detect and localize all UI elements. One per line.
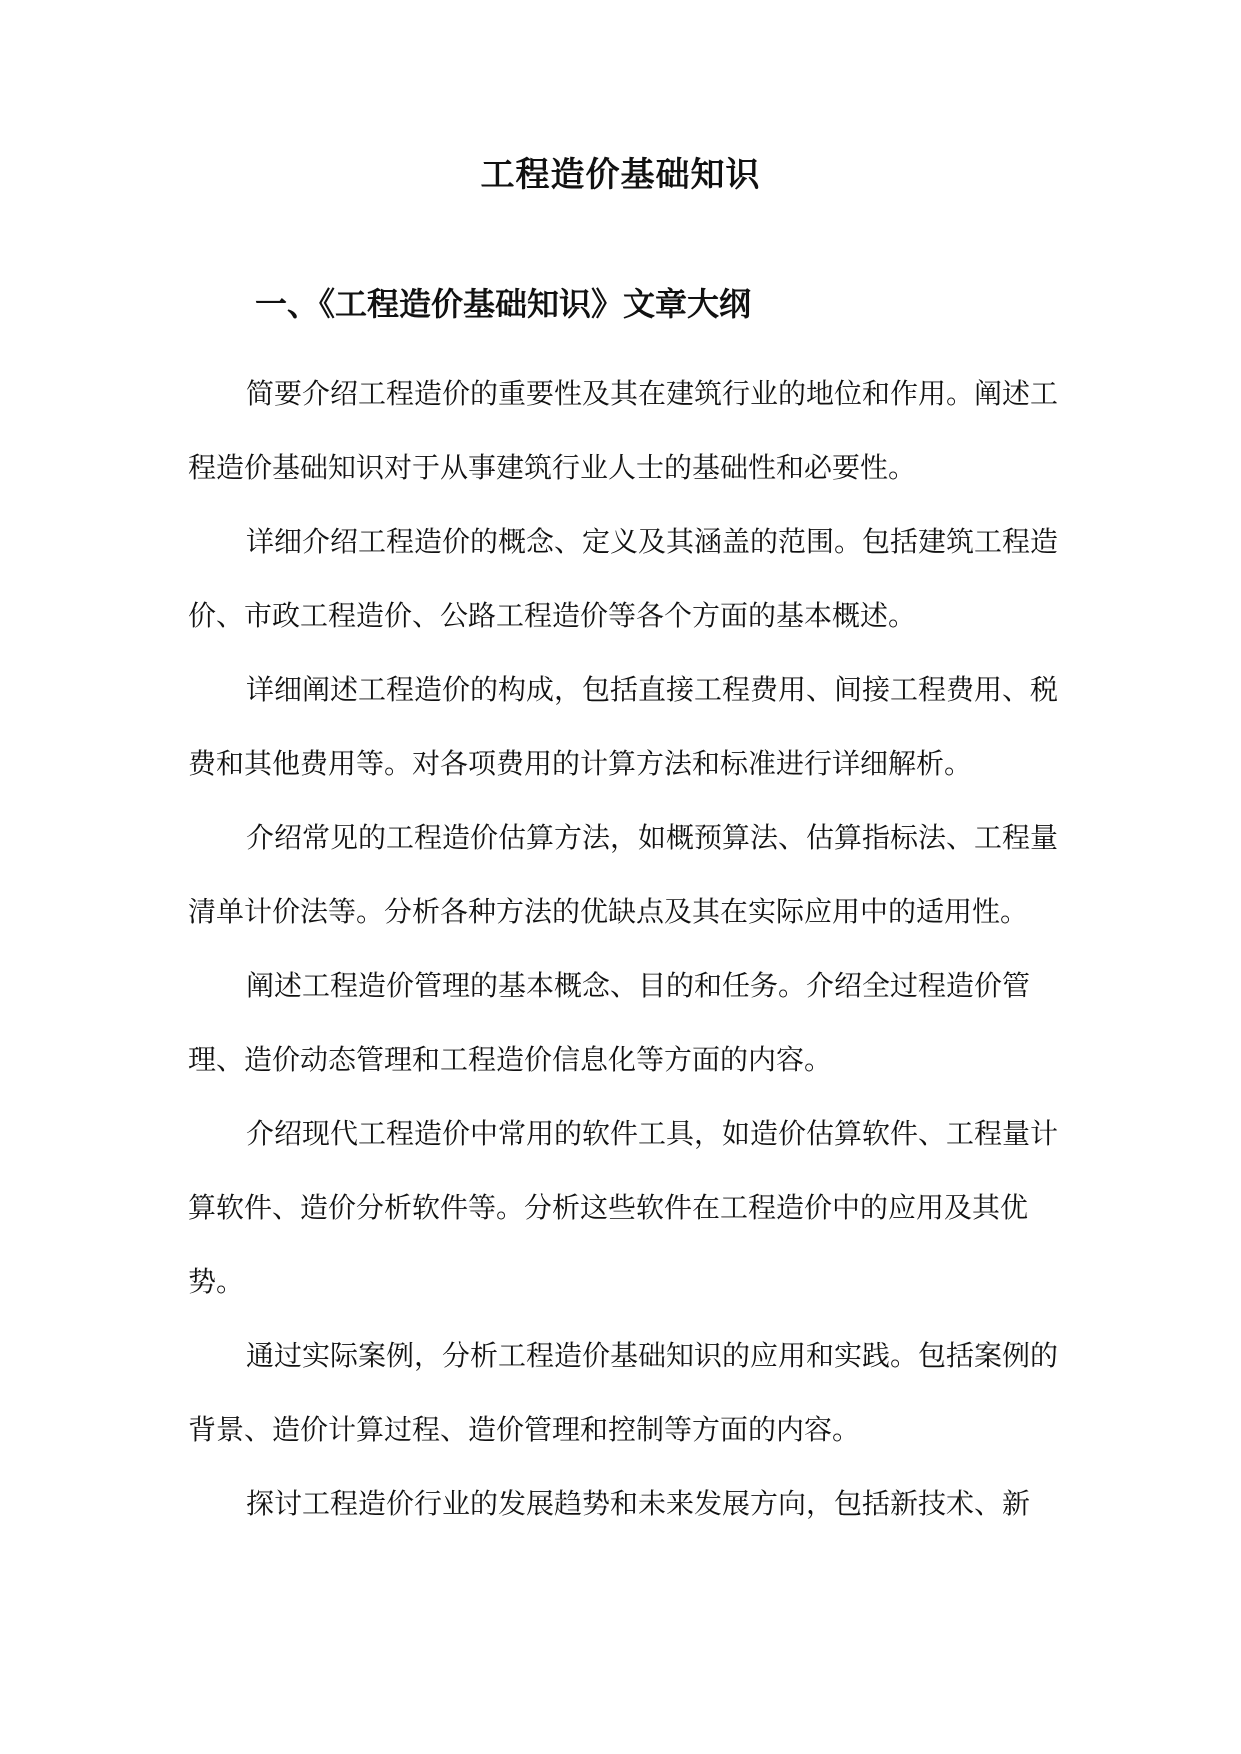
section-heading: 一、《工程造价基础知识》文章大纲 [255, 285, 752, 323]
paragraph-cost-management: 阐述工程造价管理的基本概念、目的和任务。介绍全过程造价管理、造价动态管理和工程造价信息化等方面的内容。 [188, 969, 1031, 1076]
document-title: 工程造价基础知识 [480, 155, 761, 195]
paragraph-definition: 详细介绍工程造价的概念、定义及其涵盖的范围。包括建筑工程造价、市政工程造价、公路工程造价等各个方面的基本概述。 [188, 525, 1059, 632]
paragraph-case-study: 通过实际案例，分析工程造价基础知识的应用和实践。包括案例的背景、造价计算过程、造价管理和控制等方面的内容。 [188, 1339, 1059, 1446]
paragraph-composition: 详细阐述工程造价的构成，包括直接工程费用、间接工程费用、税费和其他费用等。对各项费用的计算方法和标准进行详细解析。 [188, 673, 1059, 780]
paragraph-software-tools: 介绍现代工程造价中常用的软件工具，如造价估算软件、工程量计算软件、造价分析软件等。分析这些软件在工程造价中的应用及其优势。 [188, 1117, 1059, 1298]
paragraph-importance: 简要介绍工程造价的重要性及其在建筑行业的地位和作用。阐述工程造价基础知识对于从事建筑行业人士的基础性和必要性。 [188, 377, 1059, 484]
paragraph-estimation-methods: 介绍常见的工程造价估算方法，如概预算法、估算指标法、工程量清单计价法等。分析各种方法的优缺点及其在实际应用中的适用性。 [188, 821, 1059, 928]
document-body [188, 357, 1068, 1541]
paragraph-future-trends: 探讨工程造价行业的发展趋势和未来发展方向，包括新技术、新 [246, 1487, 1031, 1520]
